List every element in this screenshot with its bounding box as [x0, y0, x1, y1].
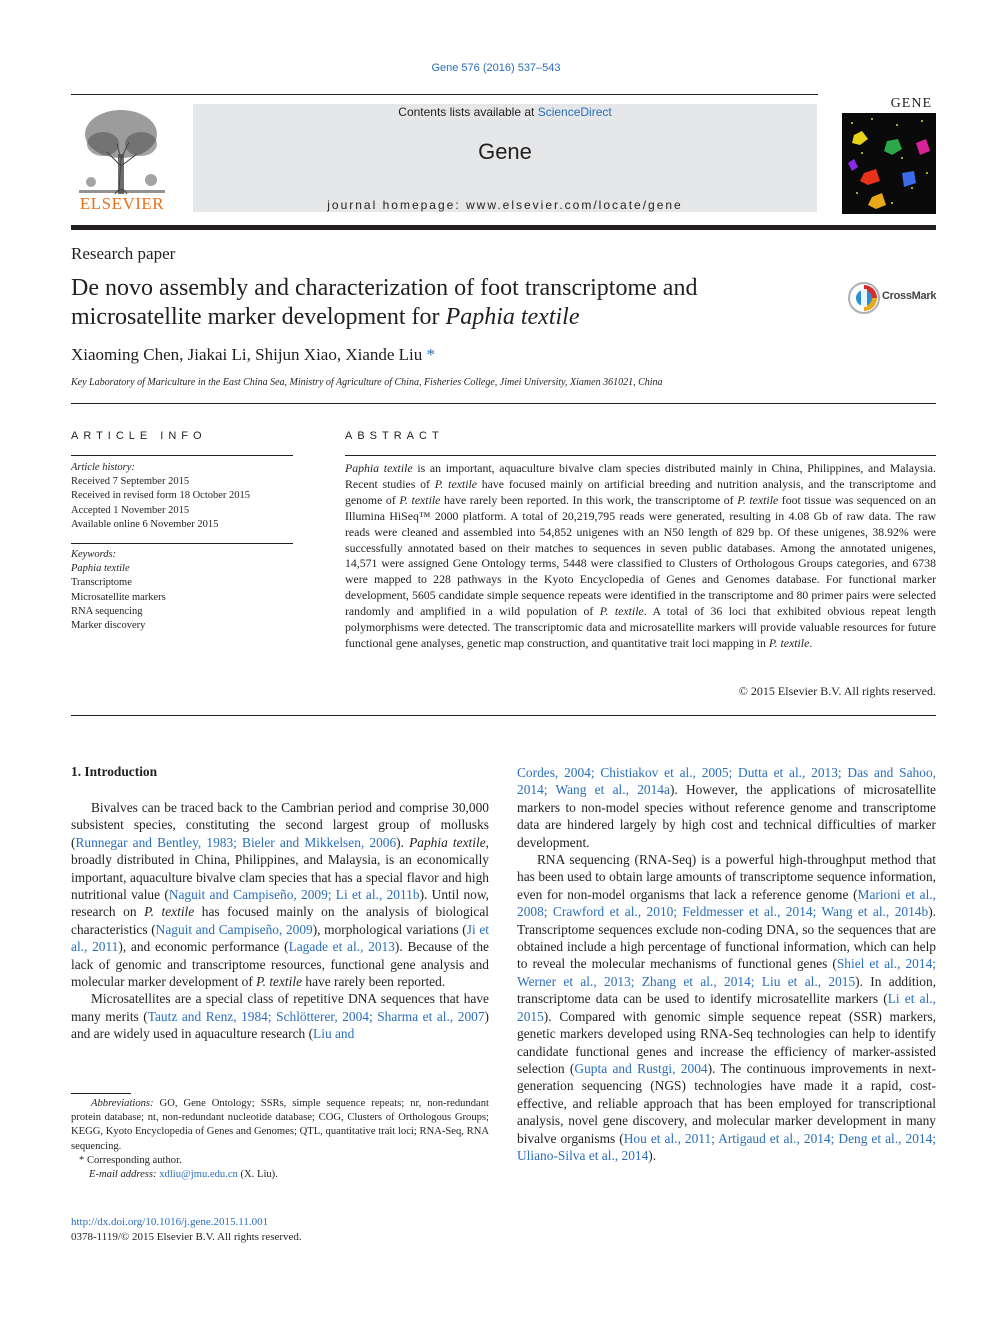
- issn-line: 0378-1119/© 2015 Elsevier B.V. All rights reserved.: [71, 1230, 302, 1243]
- history-revised: Received in revised form 18 October 2015: [71, 490, 251, 502]
- text-run: is an important, aquaculture bivalve clam species distributed mainly in China, Philippines, and Malaysia. Recent studies of: [345, 461, 936, 491]
- contents-prefix: Contents lists available at: [398, 105, 538, 119]
- keywords-label: Keywords:: [71, 549, 117, 560]
- article-section-type: Research paper: [71, 244, 176, 263]
- abstract-text: [345, 461, 936, 652]
- citation-link[interactable]: Tautz and Renz, 1984; Schlötterer, 2004; Sharma et al., 2007: [147, 1008, 485, 1024]
- text-run: RNA sequencing (RNA-Seq) is a powerful high-throughput method that has been used to obtain large amounts of transcriptome sequence information, even for non-model organisms that lack a reference genome (: [517, 852, 936, 902]
- history-online: Available online 6 November 2015: [71, 518, 219, 530]
- italic-term: P. textile: [399, 492, 441, 507]
- author-affiliation: Key Laboratory of Mariculture in the East China Sea, Ministry of Agriculture of China, Fisheries College, Jimei University, Xiamen 361021, China: [71, 377, 663, 388]
- article-title: [71, 274, 811, 332]
- citation-link[interactable]: Ji et al., 2011: [71, 921, 489, 955]
- italic-term: P. textile: [768, 635, 810, 650]
- keyword-item: Paphia textile: [71, 563, 130, 575]
- text-run: Microsatellites are a special class of repetitive DNA sequences that have many merits (: [71, 991, 489, 1024]
- citation-link[interactable]: Runnegar and Bentley, 1983; Bieler and Mikkelsen, 2006: [75, 834, 397, 850]
- citation-link[interactable]: Naguit and Campiseño, 2009; Li et al., 2011b: [168, 887, 420, 903]
- text-run: , broadly distributed in China, Philippines, and Malaysia, is an economically important, aquaculture bivalve clam species that has a special flavor and high nutritional value (: [71, 834, 489, 903]
- section-heading-introduction: 1. Introduction: [71, 764, 158, 779]
- italic-term: Paphia textile: [409, 834, 486, 850]
- journal-citation[interactable]: Gene 576 (2016) 537–543: [431, 62, 561, 74]
- corresponding-footnote: * Corresponding author.: [79, 1154, 182, 1166]
- citation-link[interactable]: Liu and: [313, 1026, 355, 1042]
- abstract-divider: [71, 715, 936, 716]
- text-run: ), morphological variations (: [312, 921, 467, 937]
- citation-link[interactable]: Li et al., 2015: [517, 991, 936, 1024]
- journal-cover-image: [842, 96, 936, 214]
- email-footnote: [71, 1168, 489, 1182]
- history-accepted: Accepted 1 November 2015: [71, 504, 190, 516]
- keyword-item: Transcriptome: [71, 577, 132, 589]
- author-list: [71, 345, 435, 365]
- article-history: [71, 461, 250, 532]
- keyword-item: Microsatellite markers: [71, 591, 166, 603]
- cover-title: GENE: [842, 96, 936, 113]
- paragraph: [71, 799, 489, 990]
- text-run: ). Transcriptome sequences exclude non-coding DNA, so the sequences that are obtained include a high percentage of functional information, which can help to reveal the molecular mechanisms of functional genes (: [517, 904, 936, 972]
- email-suffix: (X. Liu).: [237, 1169, 278, 1181]
- citation-link[interactable]: Marioni et al., 2008; Crawford et al., 2010; Feldmesser et al., 2014; Wang et al., 2014b: [517, 886, 936, 920]
- text-run: Bivalves can be traced back to the Cambrian period and comprise 30,000 subsistent species, constituting the second largest group of mollusks (: [71, 800, 489, 850]
- footnote-rule: [71, 1093, 131, 1094]
- abstract-rule: [345, 455, 936, 456]
- body-column-left: [71, 799, 489, 1043]
- text-run: . A total of 36 loci that exhibited obvious repeat length polymorphisms were detected. The transcriptomic data and microsatellite markers will provide valuable resources for future functional gene analyses, genetic map construction, and quantitative trait loci mapping in: [345, 604, 937, 650]
- italic-term: P. textile: [144, 904, 195, 920]
- citation-link[interactable]: Gupta and Rustgi, 2004: [574, 1060, 708, 1076]
- text-run: ) and are widely used in aquaculture research (: [71, 1008, 490, 1042]
- italic-term: P. textile: [599, 604, 644, 619]
- text-run: ). In addition, transcriptome data can be used to identify microsatellite markers (: [517, 973, 936, 1007]
- body-column-right: [517, 764, 936, 1164]
- citation-link[interactable]: Shiel et al., 2014; Werner et al., 2013; Zhang et al., 2014; Liu et al., 2015: [517, 956, 936, 989]
- italic-term: P. textile: [434, 476, 477, 491]
- text-run: ). Until now, research on: [71, 887, 489, 920]
- authors: Xiaoming Chen, Jiakai Li, Shijun Xiao, Xiande Liu: [71, 345, 423, 364]
- text-run: have focused mainly on artificial breeding and nutrition analysis, and the transcriptome and genome of: [345, 476, 936, 507]
- text-run: ).: [396, 834, 410, 850]
- keyword-item: Marker discovery: [71, 620, 146, 632]
- abbreviations-footnote: [71, 1097, 489, 1154]
- abbreviations-label: Abbreviations:: [91, 1098, 154, 1109]
- header-thick-rule: [71, 225, 936, 230]
- text-run: ).: [648, 1147, 657, 1163]
- text-run: foot tissue was sequenced on an Illumina HiSeq™ 2000 platform. A total of 20,219,795 reads were generated, resulting in 4.08 Gb of raw data. The raw reads were cleaned and assembled into 54,852 unigenes with an N50 length of 829 bp. Of these unigenes, 38.92% were successfully annotated based on their matches to sequences in seven public databases. Among the annotated unigenes, 14,571 were assigned Gene Ontology terms, 5448 were classified to Clusters of Orthologous Groups categories, and 6738 were mapped to 228 pathways in the Kyoto Encyclopedia of Genes and Genomes database. For functional marker development, 5605 candidate simple sequence repeats were identified in the transcriptome and 80 primer pairs were selected randomly and amplified in a wild population of: [345, 492, 936, 619]
- abstract-heading: ABSTRACT: [345, 430, 444, 442]
- keywords-rule: [71, 543, 293, 544]
- article-title-main: De novo assembly and characterization of foot transcriptome and microsatellite marker development for: [71, 275, 698, 330]
- italic-term: Paphia textile: [345, 461, 413, 475]
- paragraph: [517, 851, 936, 1164]
- text-run: ). The continuous improvements in next-generation sequencing (NGS) technologies have made it a rapid, cost-effective, and reliable approach that has been employed for transcriptional analysis, novel gene discovery, and molecular marker development in many bivalve organisms (: [517, 1060, 936, 1146]
- title-divider: [71, 403, 936, 404]
- footnotes: [71, 1097, 489, 1182]
- italic-term: P. textile: [737, 492, 779, 507]
- journal-name: Gene: [478, 139, 532, 164]
- paragraph: [71, 990, 489, 1042]
- keyword-item: RNA sequencing: [71, 605, 143, 617]
- italic-term: P. textile: [256, 974, 303, 990]
- text-run: ), and economic performance (: [118, 939, 289, 955]
- email-link[interactable]: xdliu@jmu.edu.cn: [159, 1169, 238, 1181]
- doi-link[interactable]: http://dx.doi.org/10.1016/j.gene.2015.11.001: [71, 1216, 269, 1228]
- citation-link[interactable]: Lagade et al., 2013: [288, 939, 395, 955]
- text-run: ). Because of the lack of genomic and transcriptome resources, functional gene analysis and molecular marker development of: [71, 939, 490, 990]
- history-received: Received 7 September 2015: [71, 476, 190, 488]
- email-label: E-mail address:: [89, 1169, 157, 1181]
- corresponding-author-mark[interactable]: *: [426, 345, 436, 364]
- article-info-heading: ARTICLE INFO: [71, 430, 207, 442]
- header-top-rule: [71, 94, 818, 95]
- abstract-copyright: © 2015 Elsevier B.V. All rights reserved.: [738, 684, 936, 698]
- citation-link[interactable]: Cordes, 2004; Chistiakov et al., 2005; Dutta et al., 2013; Das and Sahoo, 2014; Wang et al., 2014a: [517, 765, 936, 798]
- crossmark-label[interactable]: CrossMark: [882, 290, 937, 302]
- text-run: ). However, the applications of microsatellite markers to non-model species without reference genome and transcriptome data are hindered largely by high cost and technical difficulties of marker development.: [517, 782, 936, 850]
- text-run: .: [809, 635, 813, 650]
- citation-link[interactable]: Hou et al., 2011; Artigaud et al., 2014; Deng et al., 2014; Uliano-Silva et al., 2014: [517, 1130, 937, 1163]
- journal-homepage[interactable]: journal homepage: www.elsevier.com/locate/gene: [327, 198, 683, 212]
- text-run: has focused mainly on the analysis of biological characteristics (: [71, 904, 490, 937]
- publisher-wordmark: ELSEVIER: [79, 194, 165, 213]
- article-history-label: Article history:: [71, 462, 135, 473]
- keywords: [71, 548, 166, 633]
- text-run: have rarely been reported.: [302, 974, 446, 990]
- text-run: ). Compared with genomic simple sequence repeat (SSR) markers, genetic markers developed using RNA-Seq technologies can help to identify candidate functional genes and increase the efficiency of marker-assisted selection (: [517, 1008, 936, 1076]
- article-title-species: Paphia textile: [445, 304, 580, 330]
- cover-art: [842, 113, 936, 214]
- citation-link[interactable]: Naguit and Campiseño, 2009: [155, 921, 313, 937]
- contents-line: [193, 105, 817, 119]
- article-info-rule: [71, 455, 293, 456]
- abbreviations-text: GO, Gene Ontology; SSRs, simple sequence repeats; nr, non-redundant protein database; nt, non-redundant nucleotide database; COG, Clusters of Orthologous Groups; KEGG, Kyoto Encyclopedia of Genes and Genomes; QTL, quantitative trait loci; RNA-Seq, RNA sequencing.: [71, 1098, 489, 1152]
- doi-block: [71, 1215, 302, 1244]
- text-run: have rarely been reported. In this work, the transcriptome of: [440, 492, 738, 507]
- sciencedirect-link[interactable]: ScienceDirect: [537, 105, 612, 119]
- paragraph: [517, 764, 936, 851]
